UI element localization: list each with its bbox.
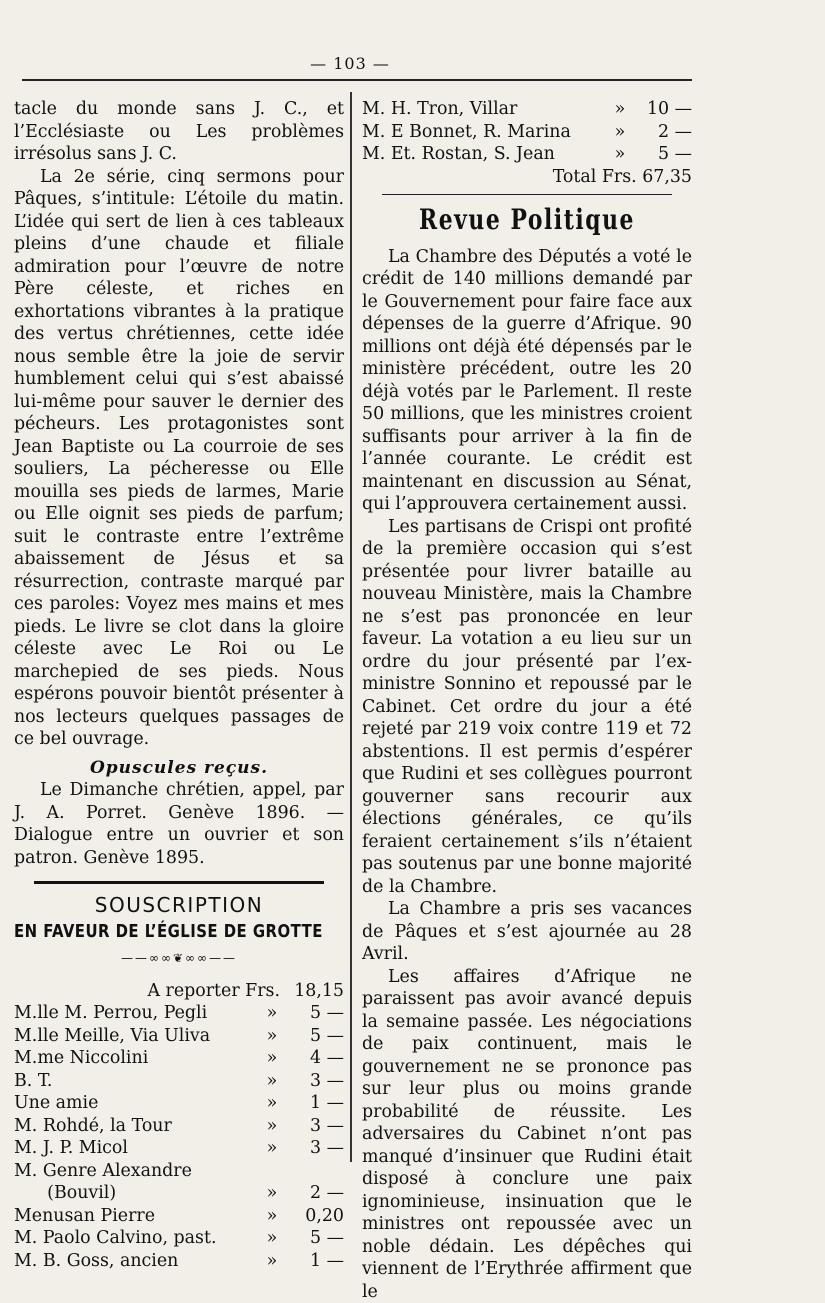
subscription-list-right xyxy=(362,98,692,166)
donation-amount: 5 — xyxy=(286,1227,344,1250)
donation-amount: 3 — xyxy=(286,1115,344,1138)
subscription-row xyxy=(14,1227,344,1250)
subscription-row xyxy=(362,121,692,144)
subscription-row xyxy=(14,1160,344,1183)
subscription-row xyxy=(14,1182,344,1205)
donor-name: M. E Bonnet, R. Marina xyxy=(362,121,606,144)
subscription-row xyxy=(14,1137,344,1160)
opuscules-text: Le Dimanche chrétien, appel, par J. A. Porret. Genève 1896. — Dialogue entre un ouvrier et son patron. Genève 1895. xyxy=(14,779,344,869)
donation-amount: 2 — xyxy=(286,1182,344,1205)
donor-name: Menusan Pierre xyxy=(14,1205,258,1228)
ditto-mark: » xyxy=(258,1227,286,1250)
subscription-row xyxy=(14,1250,344,1273)
subscription-row xyxy=(14,1047,344,1070)
donation-amount: 1 — xyxy=(286,1250,344,1273)
ditto-mark: » xyxy=(258,1182,286,1205)
left-column xyxy=(14,98,344,1272)
donation-amount: 4 — xyxy=(286,1047,344,1070)
subscription-row xyxy=(14,1092,344,1115)
ditto-mark: » xyxy=(258,1092,286,1115)
subscription-list-left xyxy=(14,1002,344,1272)
ditto-mark: » xyxy=(606,121,634,144)
donor-name: M. B. Goss, ancien xyxy=(14,1250,258,1273)
total-rule xyxy=(382,194,672,195)
donor-name: M.lle M. Perrou, Pegli xyxy=(14,1002,258,1025)
column-divider xyxy=(350,92,352,1162)
donor-name: B. T. xyxy=(14,1070,258,1093)
politics-paragraph-3: La Chambre a pris ses vacances de Pâques et s’est ajournée au 28 Avril. xyxy=(362,898,692,966)
souscription-subheading: EN FAVEUR DE L’ÉGLISE DE GROTTE xyxy=(14,921,318,944)
politics-paragraph-2: Les partisans de Crispi ont profité de la première occasion qui s’est présentée pour livrer bataille au nouveau Ministère, mais la Chambre ne s’est pas prononcée en leur faveur. La votation a eu lieu sur un ordre du jour présenté par l’ex-ministre Sonnino et repoussé par le Cabinet. Cet ordre du jour a été rejeté par 219 voix contre 119 et 72 abstentions. Il est permis d’espérer que Rudini et ses collègues pourront gouverner sans recourir aux élections générales, ce qu’ils feraient certainement s’ils n’étaient pas soutenus par une bonne majorité de la Chambre. xyxy=(362,516,692,899)
opuscules-heading: Opuscules reçus. xyxy=(14,757,344,780)
ditto-mark xyxy=(258,1160,286,1183)
donor-name: Une amie xyxy=(14,1092,258,1115)
subscription-row xyxy=(14,1002,344,1025)
donation-amount: 0,20 xyxy=(286,1205,344,1228)
review-paragraph-2: La 2e série, cinq sermons pour Pâques, s’intitule: L’étoile du matin. L’idée qui sert de lien à ces tableaux pleins d’une chaude et filiale admiration pour l’œuvre de notre Père céleste, et riches en exhortations vibrantes à la pratique des vertus chrétiennes, cette idée nous semble être la joie de servir humblement celui qui s’est abaissé lui-même pour sauver le dernier des pécheurs. Les protagonistes sont Jean Baptiste ou La courroie de ses souliers, La pécheresse ou Elle mouilla ses pieds de larmes, Marie ou Elle oignit ses pieds de parfum; suit le contraste entre l’extrême abaissement de Jésus et sa résurrection, contraste marqué par ces paroles: Voyez mes mains et mes pieds. Le livre se clot dans la gloire céleste avec Le Roi ou Le marchepied de ses pieds. Nous espérons pouvoir bientôt présenter à nos lecteurs quelques passages de ce bel ouvrage. xyxy=(14,166,344,751)
donor-name: M. Rohdé, la Tour xyxy=(14,1115,258,1138)
donation-amount: 5 — xyxy=(286,1025,344,1048)
subscription-row xyxy=(14,1205,344,1228)
donation-amount: 10 — xyxy=(634,98,692,121)
subscription-row xyxy=(14,1025,344,1048)
donation-amount: 1 — xyxy=(286,1092,344,1115)
subscription-row xyxy=(14,1070,344,1093)
subscription-total: Total Frs. 67,35 xyxy=(362,166,692,189)
donor-name: M. Paolo Calvino, past. xyxy=(14,1227,258,1250)
ditto-mark: » xyxy=(258,1137,286,1160)
subscription-row xyxy=(362,143,692,166)
review-paragraph-1: tacle du monde sans J. C., et l’Ecclésiaste ou Les problèmes irrésolus sans J. C. xyxy=(14,98,344,166)
subscription-row xyxy=(14,1115,344,1138)
donation-amount: 3 — xyxy=(286,1070,344,1093)
ditto-mark: » xyxy=(258,1002,286,1025)
donor-name: (Bouvil) xyxy=(14,1182,258,1205)
ornament-divider: ——∞∞❦∞∞—— xyxy=(14,947,344,970)
politics-paragraph-1: La Chambre des Députés a voté le crédit de 140 millions demandé par le Gouvernement pour faire face aux dépenses de la guerre d’Afrique. 90 millions ont déjà été dépensés par le ministère précédent, outre les 20 déjà votés par le Parlement. Il reste 50 millions, que les ministres croient suffisants pour arriver à la fin de l’année courante. Le crédit est maintenant en discussion au Sénat, qui l’approuvera certainement aussi. xyxy=(362,246,692,516)
donor-name: M. H. Tron, Villar xyxy=(362,98,606,121)
report-amount: 18,15 xyxy=(286,980,344,1003)
revue-politique-heading: Revue Politique xyxy=(398,209,655,232)
report-row xyxy=(14,980,344,1003)
ditto-mark: » xyxy=(258,1115,286,1138)
politics-paragraph-4: Les affaires d’Afrique ne paraissent pas avoir avancé depuis la semaine passée. Les négociations de paix continuent, mais le gouvernement ne se prononce pas sur leur plus ou moins grande probabilité de réussite. Les adversaires du Cabinet n’ont pas manqué d’insinuer que Rudini était disposé à conclure une paix ignominieuse, insinuation que le ministres ont repoussée avec un noble dédain. Les dépêches qui viennent de l’Erythrée affirment que le xyxy=(362,966,692,1303)
ditto-mark: » xyxy=(258,1070,286,1093)
donor-name: M. J. P. Micol xyxy=(14,1137,258,1160)
donation-amount: 3 — xyxy=(286,1137,344,1160)
donation-amount: 2 — xyxy=(634,121,692,144)
ditto-mark: » xyxy=(258,1047,286,1070)
donation-amount: 5 — xyxy=(286,1002,344,1025)
donor-name: M.me Niccolini xyxy=(14,1047,258,1070)
donation-amount xyxy=(286,1160,344,1183)
souscription-heading: SOUSCRIPTION xyxy=(14,894,344,917)
right-column xyxy=(362,98,692,1303)
section-rule xyxy=(34,881,324,884)
donor-name: M.lle Meille, Via Uliva xyxy=(14,1025,258,1048)
report-label: A reporter Frs. xyxy=(14,980,286,1003)
ditto-mark: » xyxy=(606,98,634,121)
ditto-mark: » xyxy=(258,1250,286,1273)
page-number: — 103 — xyxy=(0,54,700,73)
subscription-row xyxy=(362,98,692,121)
donor-name: M. Genre Alexandre xyxy=(14,1160,258,1183)
donation-amount: 5 — xyxy=(634,143,692,166)
ditto-mark: » xyxy=(606,143,634,166)
donor-name: M. Et. Rostan, S. Jean xyxy=(362,143,606,166)
header-rule xyxy=(22,79,692,81)
ditto-mark: » xyxy=(258,1025,286,1048)
ditto-mark: » xyxy=(258,1205,286,1228)
